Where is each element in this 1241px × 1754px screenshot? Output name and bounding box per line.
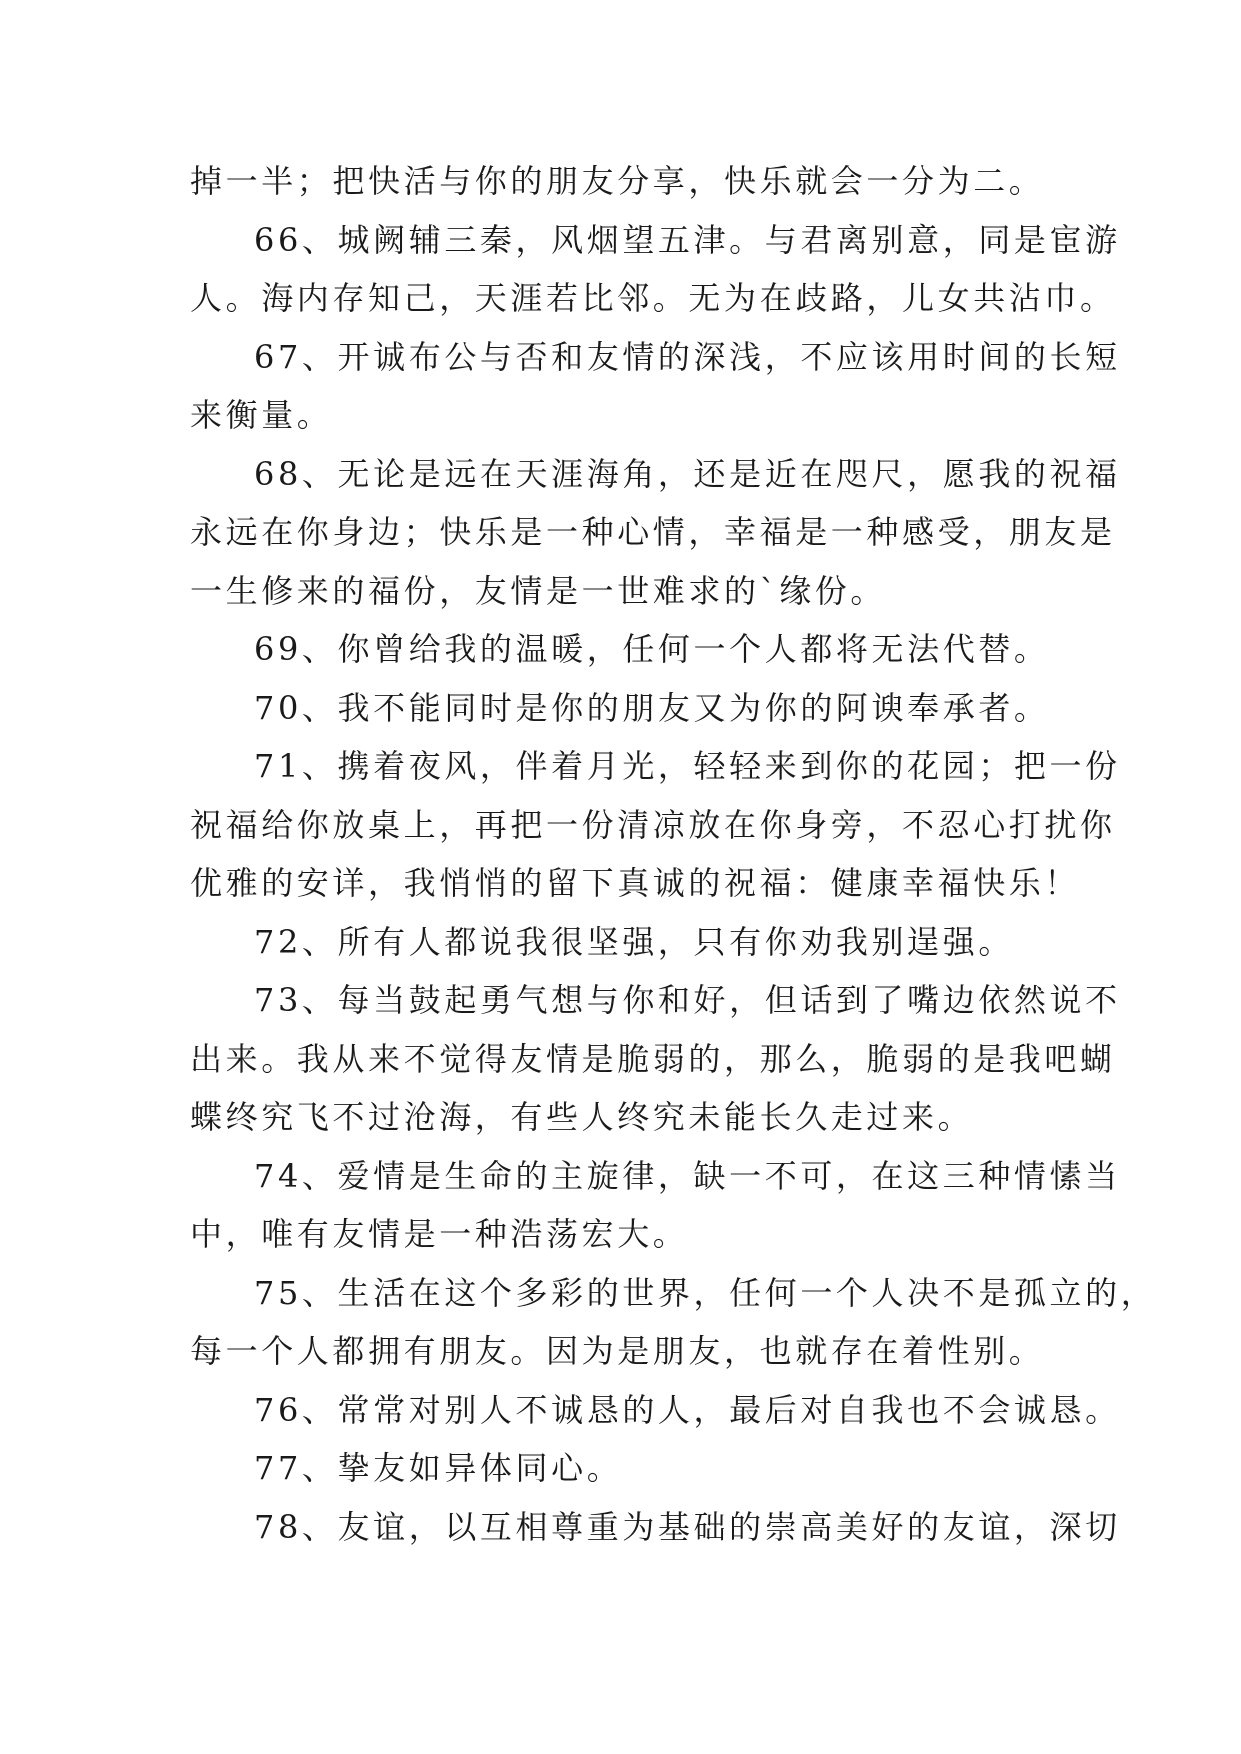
text-line: 66、城阙辅三秦，风烟望五津。与君离别意，同是宦游 [254,220,1121,259]
text-line: 一生修来的福份，友情是一世难求的`缘份。 [190,571,887,610]
text-line: 永远在你身边；快乐是一种心情，幸福是一种感受，朋友是 [190,513,1116,551]
text-line: 中，唯有友情是一种浩荡宏大。 [190,1215,689,1253]
text-line: 每一个人都拥有朋友。因为是朋友，也就存在着性别。 [190,1332,1045,1370]
text-line: 78、友谊，以互相尊重为基础的崇高美好的友谊，深切 [254,1507,1121,1546]
text-line: 76、常常对别人不诚恳的人，最后对自我也不会诚恳。 [254,1390,1121,1429]
text-line: 75、生活在这个多彩的世界，任何一个人决不是孤立的， [254,1273,1157,1312]
text-line: 72、所有人都说我很坚强，只有你劝我别逞强。 [254,922,1014,961]
text-line: 蝶终究飞不过沧海，有些人终究未能长久走过来。 [190,1098,974,1136]
text-line: 掉一半；把快活与你的朋友分享，快乐就会一分为二。 [190,162,1045,200]
text-line: 人。海内存知己，天涯若比邻。无为在歧路，儿女共沾巾。 [190,279,1116,317]
text-line: 73、每当鼓起勇气想与你和好，但话到了嘴边依然说不 [254,981,1121,1019]
text-line: 来衡量。 [190,396,333,434]
text-line: 71、携着夜风，伴着月光，轻轻来到你的花园；把一份 [254,747,1121,785]
text-line: 优雅的安详，我悄悄的留下真诚的祝福：健康幸福快乐！ [190,864,1081,902]
text-line: 70、我不能同时是你的朋友又为你的阿谀奉承者。 [254,688,1050,727]
document-body [190,152,1157,1556]
text-line: 出来。我从来不觉得友情是脆弱的，那么，脆弱的是我吧蝴 [190,1039,1116,1078]
text-line: 69、你曾给我的温暖，任何一个人都将无法代替。 [254,630,1050,668]
text-line: 74、爱情是生命的主旋律，缺一不可，在这三种情愫当 [254,1156,1121,1195]
text-line: 77、挚友如异体同心。 [254,1449,623,1487]
text-line: 68、无论是远在天涯海角，还是近在咫尺，愿我的祝福 [254,454,1121,493]
text-line: 祝福给你放桌上，再把一份清凉放在你身旁，不忍心打扰你 [190,805,1116,844]
text-line: 67、开诚布公与否和友情的深浅，不应该用时间的长短 [254,337,1121,376]
